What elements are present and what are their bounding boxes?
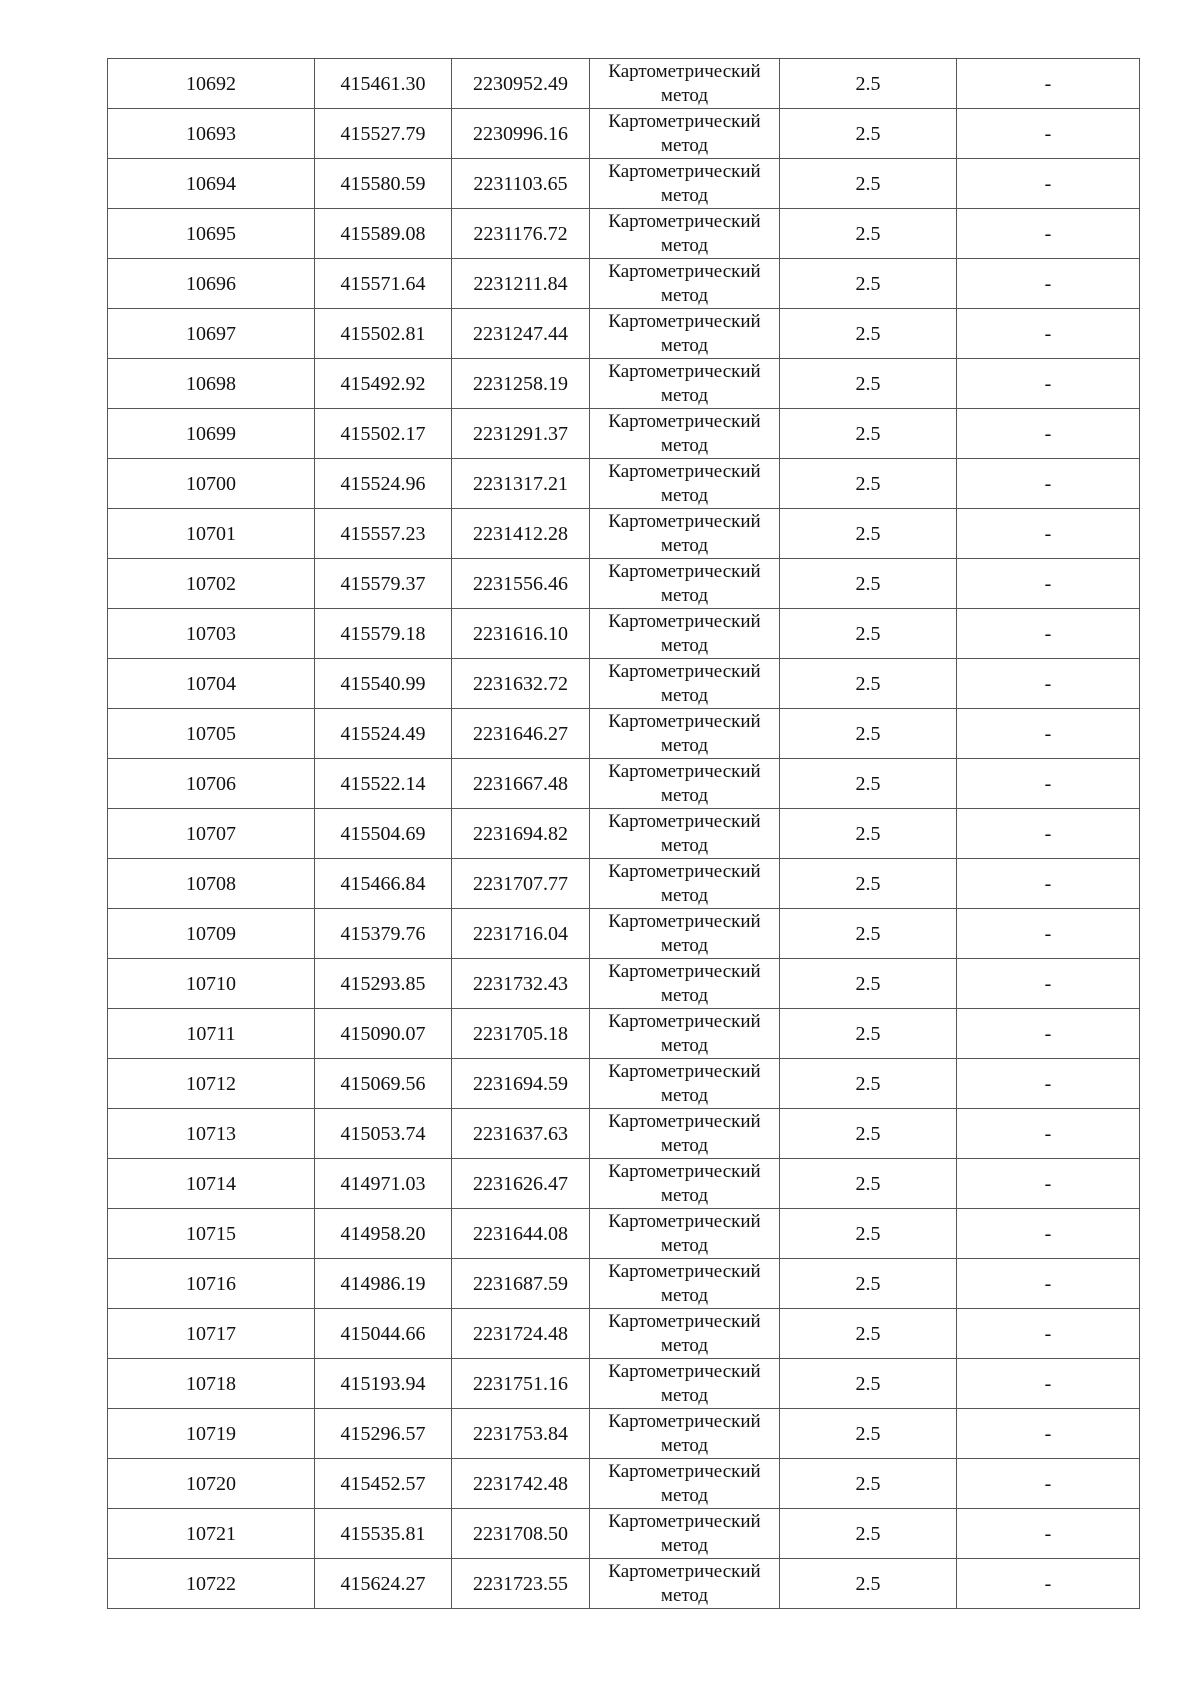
method-cell	[590, 1059, 780, 1109]
method-line-2: метод	[660, 1534, 709, 1556]
method-cell	[590, 909, 780, 959]
method-line-1: Картометрический	[608, 310, 761, 332]
y-coordinate-cell: 2231616.10	[452, 609, 590, 659]
table-row	[108, 1109, 1140, 1159]
point-number-cell: 10716	[108, 1259, 315, 1309]
y-coordinate-cell: 2231632.72	[452, 659, 590, 709]
point-number-cell: 10692	[108, 59, 315, 109]
method-line-1: Картометрический	[608, 1360, 761, 1382]
x-coordinate-cell: 415090.07	[315, 1009, 452, 1059]
method-cell	[590, 559, 780, 609]
method-line-1: Картометрический	[608, 1110, 761, 1132]
note-cell: -	[957, 1159, 1140, 1209]
x-coordinate-cell: 415524.96	[315, 459, 452, 509]
method-line-2: метод	[660, 1234, 709, 1256]
y-coordinate-cell: 2230996.16	[452, 109, 590, 159]
table-row	[108, 1059, 1140, 1109]
point-number-cell: 10696	[108, 259, 315, 309]
table-row	[108, 559, 1140, 609]
x-coordinate-cell: 415579.18	[315, 609, 452, 659]
method-line-1: Картометрический	[608, 1210, 761, 1232]
accuracy-cell: 2.5	[780, 959, 957, 1009]
note-cell: -	[957, 1259, 1140, 1309]
note-cell: -	[957, 359, 1140, 409]
point-number-cell: 10718	[108, 1359, 315, 1409]
note-cell: -	[957, 59, 1140, 109]
note-cell: -	[957, 1459, 1140, 1509]
note-cell: -	[957, 559, 1140, 609]
method-line-2: метод	[660, 534, 709, 556]
note-cell: -	[957, 459, 1140, 509]
method-line-1: Картометрический	[608, 710, 761, 732]
method-line-1: Картометрический	[608, 460, 761, 482]
x-coordinate-cell: 415535.81	[315, 1509, 452, 1559]
x-coordinate-cell: 415524.49	[315, 709, 452, 759]
note-cell: -	[957, 909, 1140, 959]
point-number-cell: 10715	[108, 1209, 315, 1259]
y-coordinate-cell: 2231708.50	[452, 1509, 590, 1559]
accuracy-cell: 2.5	[780, 759, 957, 809]
y-coordinate-cell: 2231723.55	[452, 1559, 590, 1609]
method-cell	[590, 759, 780, 809]
method-cell	[590, 459, 780, 509]
method-cell	[590, 1309, 780, 1359]
method-line-1: Картометрический	[608, 110, 761, 132]
method-cell	[590, 1509, 780, 1559]
y-coordinate-cell: 2231724.48	[452, 1309, 590, 1359]
x-coordinate-cell: 415452.57	[315, 1459, 452, 1509]
x-coordinate-cell: 415579.37	[315, 559, 452, 609]
x-coordinate-cell: 415044.66	[315, 1309, 452, 1359]
y-coordinate-cell: 2231667.48	[452, 759, 590, 809]
y-coordinate-cell: 2231103.65	[452, 159, 590, 209]
table-row	[108, 59, 1140, 109]
point-number-cell: 10711	[108, 1009, 315, 1059]
accuracy-cell: 2.5	[780, 359, 957, 409]
x-coordinate-cell: 415540.99	[315, 659, 452, 709]
note-cell: -	[957, 309, 1140, 359]
accuracy-cell: 2.5	[780, 1309, 957, 1359]
x-coordinate-cell: 415589.08	[315, 209, 452, 259]
x-coordinate-cell: 415557.23	[315, 509, 452, 559]
method-cell	[590, 1109, 780, 1159]
method-cell	[590, 1009, 780, 1059]
point-number-cell: 10707	[108, 809, 315, 859]
note-cell: -	[957, 1059, 1140, 1109]
note-cell: -	[957, 1209, 1140, 1259]
table-row	[108, 1359, 1140, 1409]
method-line-2: метод	[660, 134, 709, 156]
method-line-1: Картометрический	[608, 260, 761, 282]
note-cell: -	[957, 109, 1140, 159]
y-coordinate-cell: 2231258.19	[452, 359, 590, 409]
point-number-cell: 10720	[108, 1459, 315, 1509]
accuracy-cell: 2.5	[780, 1459, 957, 1509]
accuracy-cell: 2.5	[780, 659, 957, 709]
table-row	[108, 359, 1140, 409]
method-cell	[590, 109, 780, 159]
y-coordinate-cell: 2231176.72	[452, 209, 590, 259]
method-line-2: метод	[660, 234, 709, 256]
y-coordinate-cell: 2231751.16	[452, 1359, 590, 1409]
table-row	[108, 159, 1140, 209]
accuracy-cell: 2.5	[780, 159, 957, 209]
method-line-1: Картометрический	[608, 1160, 761, 1182]
y-coordinate-cell: 2231742.48	[452, 1459, 590, 1509]
point-number-cell: 10693	[108, 109, 315, 159]
point-number-cell: 10694	[108, 159, 315, 209]
method-cell	[590, 1359, 780, 1409]
method-line-1: Картометрический	[608, 1510, 761, 1532]
table-row	[108, 409, 1140, 459]
method-line-2: метод	[660, 1184, 709, 1206]
table-row	[108, 509, 1140, 559]
y-coordinate-cell: 2231317.21	[452, 459, 590, 509]
x-coordinate-cell: 415492.92	[315, 359, 452, 409]
method-cell	[590, 1459, 780, 1509]
y-coordinate-cell: 2231732.43	[452, 959, 590, 1009]
method-line-1: Картометрический	[608, 560, 761, 582]
accuracy-cell: 2.5	[780, 909, 957, 959]
method-line-2: метод	[660, 1034, 709, 1056]
method-cell	[590, 159, 780, 209]
method-line-1: Картометрический	[608, 210, 761, 232]
point-number-cell: 10722	[108, 1559, 315, 1609]
point-number-cell: 10714	[108, 1159, 315, 1209]
accuracy-cell: 2.5	[780, 1359, 957, 1409]
method-line-2: метод	[660, 334, 709, 356]
point-number-cell: 10702	[108, 559, 315, 609]
table-row	[108, 909, 1140, 959]
method-cell	[590, 59, 780, 109]
accuracy-cell: 2.5	[780, 1409, 957, 1459]
x-coordinate-cell: 415522.14	[315, 759, 452, 809]
point-number-cell: 10709	[108, 909, 315, 959]
method-line-2: метод	[660, 84, 709, 106]
method-cell	[590, 1409, 780, 1459]
point-number-cell: 10703	[108, 609, 315, 659]
method-line-1: Картометрический	[608, 610, 761, 632]
y-coordinate-cell: 2231646.27	[452, 709, 590, 759]
table-row	[108, 1009, 1140, 1059]
method-line-2: метод	[660, 684, 709, 706]
y-coordinate-cell: 2231644.08	[452, 1209, 590, 1259]
note-cell: -	[957, 609, 1140, 659]
point-number-cell: 10713	[108, 1109, 315, 1159]
method-line-2: метод	[660, 434, 709, 456]
x-coordinate-cell: 414971.03	[315, 1159, 452, 1209]
note-cell: -	[957, 1359, 1140, 1409]
method-line-1: Картометрический	[608, 810, 761, 832]
accuracy-cell: 2.5	[780, 59, 957, 109]
accuracy-cell: 2.5	[780, 709, 957, 759]
method-line-1: Картометрический	[608, 410, 761, 432]
accuracy-cell: 2.5	[780, 459, 957, 509]
table-row	[108, 209, 1140, 259]
table-row	[108, 259, 1140, 309]
note-cell: -	[957, 1559, 1140, 1609]
method-line-2: метод	[660, 634, 709, 656]
x-coordinate-cell: 414958.20	[315, 1209, 452, 1259]
y-coordinate-cell: 2231707.77	[452, 859, 590, 909]
x-coordinate-cell: 415504.69	[315, 809, 452, 859]
method-cell	[590, 1259, 780, 1309]
method-cell	[590, 1209, 780, 1259]
point-number-cell: 10698	[108, 359, 315, 409]
method-line-2: метод	[660, 284, 709, 306]
point-number-cell: 10710	[108, 959, 315, 1009]
y-coordinate-cell: 2231637.63	[452, 1109, 590, 1159]
note-cell: -	[957, 509, 1140, 559]
method-cell	[590, 709, 780, 759]
method-line-1: Картометрический	[608, 960, 761, 982]
table-row	[108, 859, 1140, 909]
note-cell: -	[957, 209, 1140, 259]
method-line-2: метод	[660, 1434, 709, 1456]
point-number-cell: 10712	[108, 1059, 315, 1109]
accuracy-cell: 2.5	[780, 1509, 957, 1559]
table-row	[108, 1459, 1140, 1509]
x-coordinate-cell: 415069.56	[315, 1059, 452, 1109]
table-row	[108, 659, 1140, 709]
method-cell	[590, 309, 780, 359]
accuracy-cell: 2.5	[780, 859, 957, 909]
method-line-2: метод	[660, 1334, 709, 1356]
method-cell	[590, 209, 780, 259]
note-cell: -	[957, 1409, 1140, 1459]
y-coordinate-cell: 2231556.46	[452, 559, 590, 609]
table-row	[108, 609, 1140, 659]
accuracy-cell: 2.5	[780, 259, 957, 309]
table-row	[108, 309, 1140, 359]
note-cell: -	[957, 1109, 1140, 1159]
method-line-2: метод	[660, 184, 709, 206]
table-row	[108, 1409, 1140, 1459]
method-line-1: Картометрический	[608, 860, 761, 882]
method-cell	[590, 609, 780, 659]
method-line-1: Картометрический	[608, 1060, 761, 1082]
method-line-2: метод	[660, 1134, 709, 1156]
x-coordinate-cell: 415580.59	[315, 159, 452, 209]
table-row	[108, 1309, 1140, 1359]
x-coordinate-cell: 415193.94	[315, 1359, 452, 1409]
accuracy-cell: 2.5	[780, 509, 957, 559]
note-cell: -	[957, 159, 1140, 209]
point-number-cell: 10697	[108, 309, 315, 359]
accuracy-cell: 2.5	[780, 209, 957, 259]
point-number-cell: 10699	[108, 409, 315, 459]
x-coordinate-cell: 415461.30	[315, 59, 452, 109]
y-coordinate-cell: 2230952.49	[452, 59, 590, 109]
note-cell: -	[957, 959, 1140, 1009]
method-line-2: метод	[660, 1284, 709, 1306]
accuracy-cell: 2.5	[780, 1009, 957, 1059]
method-line-1: Картометрический	[608, 160, 761, 182]
point-number-cell: 10700	[108, 459, 315, 509]
accuracy-cell: 2.5	[780, 1159, 957, 1209]
y-coordinate-cell: 2231694.59	[452, 1059, 590, 1109]
method-cell	[590, 659, 780, 709]
accuracy-cell: 2.5	[780, 809, 957, 859]
point-number-cell: 10704	[108, 659, 315, 709]
point-number-cell: 10706	[108, 759, 315, 809]
method-line-1: Картометрический	[608, 1560, 761, 1582]
y-coordinate-cell: 2231211.84	[452, 259, 590, 309]
method-cell	[590, 1159, 780, 1209]
accuracy-cell: 2.5	[780, 1109, 957, 1159]
method-line-2: метод	[660, 984, 709, 1006]
method-line-1: Картометрический	[608, 1460, 761, 1482]
accuracy-cell: 2.5	[780, 409, 957, 459]
method-line-1: Картометрический	[608, 510, 761, 532]
x-coordinate-cell: 415571.64	[315, 259, 452, 309]
method-line-1: Картометрический	[608, 910, 761, 932]
x-coordinate-cell: 415527.79	[315, 109, 452, 159]
table-row	[108, 759, 1140, 809]
accuracy-cell: 2.5	[780, 559, 957, 609]
x-coordinate-cell: 414986.19	[315, 1259, 452, 1309]
x-coordinate-cell: 415293.85	[315, 959, 452, 1009]
method-cell	[590, 259, 780, 309]
point-number-cell: 10717	[108, 1309, 315, 1359]
table-row	[108, 1509, 1140, 1559]
x-coordinate-cell: 415296.57	[315, 1409, 452, 1459]
method-line-2: метод	[660, 884, 709, 906]
coordinates-table	[107, 58, 1140, 1609]
y-coordinate-cell: 2231291.37	[452, 409, 590, 459]
x-coordinate-cell: 415053.74	[315, 1109, 452, 1159]
x-coordinate-cell: 415624.27	[315, 1559, 452, 1609]
x-coordinate-cell: 415502.81	[315, 309, 452, 359]
method-line-2: метод	[660, 1084, 709, 1106]
method-line-2: метод	[660, 784, 709, 806]
method-cell	[590, 809, 780, 859]
note-cell: -	[957, 759, 1140, 809]
x-coordinate-cell: 415379.76	[315, 909, 452, 959]
method-cell	[590, 1559, 780, 1609]
y-coordinate-cell: 2231716.04	[452, 909, 590, 959]
method-line-1: Картометрический	[608, 1010, 761, 1032]
method-cell	[590, 359, 780, 409]
y-coordinate-cell: 2231412.28	[452, 509, 590, 559]
method-cell	[590, 959, 780, 1009]
method-line-1: Картометрический	[608, 660, 761, 682]
y-coordinate-cell: 2231694.82	[452, 809, 590, 859]
accuracy-cell: 2.5	[780, 309, 957, 359]
y-coordinate-cell: 2231626.47	[452, 1159, 590, 1209]
table-row	[108, 809, 1140, 859]
note-cell: -	[957, 859, 1140, 909]
note-cell: -	[957, 409, 1140, 459]
y-coordinate-cell: 2231687.59	[452, 1259, 590, 1309]
coordinates-table-body	[108, 59, 1140, 1609]
method-line-2: метод	[660, 1484, 709, 1506]
table-row	[108, 709, 1140, 759]
y-coordinate-cell: 2231705.18	[452, 1009, 590, 1059]
point-number-cell: 10701	[108, 509, 315, 559]
note-cell: -	[957, 659, 1140, 709]
method-cell	[590, 859, 780, 909]
point-number-cell: 10721	[108, 1509, 315, 1559]
point-number-cell: 10708	[108, 859, 315, 909]
table-row	[108, 1259, 1140, 1309]
method-cell	[590, 409, 780, 459]
y-coordinate-cell: 2231753.84	[452, 1409, 590, 1459]
method-line-2: метод	[660, 834, 709, 856]
y-coordinate-cell: 2231247.44	[452, 309, 590, 359]
accuracy-cell: 2.5	[780, 1259, 957, 1309]
accuracy-cell: 2.5	[780, 609, 957, 659]
point-number-cell: 10719	[108, 1409, 315, 1459]
accuracy-cell: 2.5	[780, 1209, 957, 1259]
accuracy-cell: 2.5	[780, 1559, 957, 1609]
method-line-2: метод	[660, 734, 709, 756]
x-coordinate-cell: 415502.17	[315, 409, 452, 459]
point-number-cell: 10705	[108, 709, 315, 759]
accuracy-cell: 2.5	[780, 109, 957, 159]
method-line-1: Картометрический	[608, 360, 761, 382]
method-line-1: Картометрический	[608, 60, 761, 82]
x-coordinate-cell: 415466.84	[315, 859, 452, 909]
method-line-2: метод	[660, 1384, 709, 1406]
table-row	[108, 459, 1140, 509]
method-line-1: Картометрический	[608, 1260, 761, 1282]
note-cell: -	[957, 259, 1140, 309]
point-number-cell: 10695	[108, 209, 315, 259]
note-cell: -	[957, 1009, 1140, 1059]
note-cell: -	[957, 709, 1140, 759]
method-line-2: метод	[660, 484, 709, 506]
note-cell: -	[957, 1509, 1140, 1559]
table-row	[108, 959, 1140, 1009]
method-cell	[590, 509, 780, 559]
method-line-1: Картометрический	[608, 1410, 761, 1432]
method-line-1: Картометрический	[608, 760, 761, 782]
method-line-2: метод	[660, 384, 709, 406]
table-row	[108, 1159, 1140, 1209]
table-row	[108, 1209, 1140, 1259]
method-line-2: метод	[660, 1584, 709, 1606]
table-row	[108, 109, 1140, 159]
method-line-1: Картометрический	[608, 1310, 761, 1332]
table-row	[108, 1559, 1140, 1609]
method-line-2: метод	[660, 584, 709, 606]
note-cell: -	[957, 1309, 1140, 1359]
method-line-2: метод	[660, 934, 709, 956]
note-cell: -	[957, 809, 1140, 859]
accuracy-cell: 2.5	[780, 1059, 957, 1109]
